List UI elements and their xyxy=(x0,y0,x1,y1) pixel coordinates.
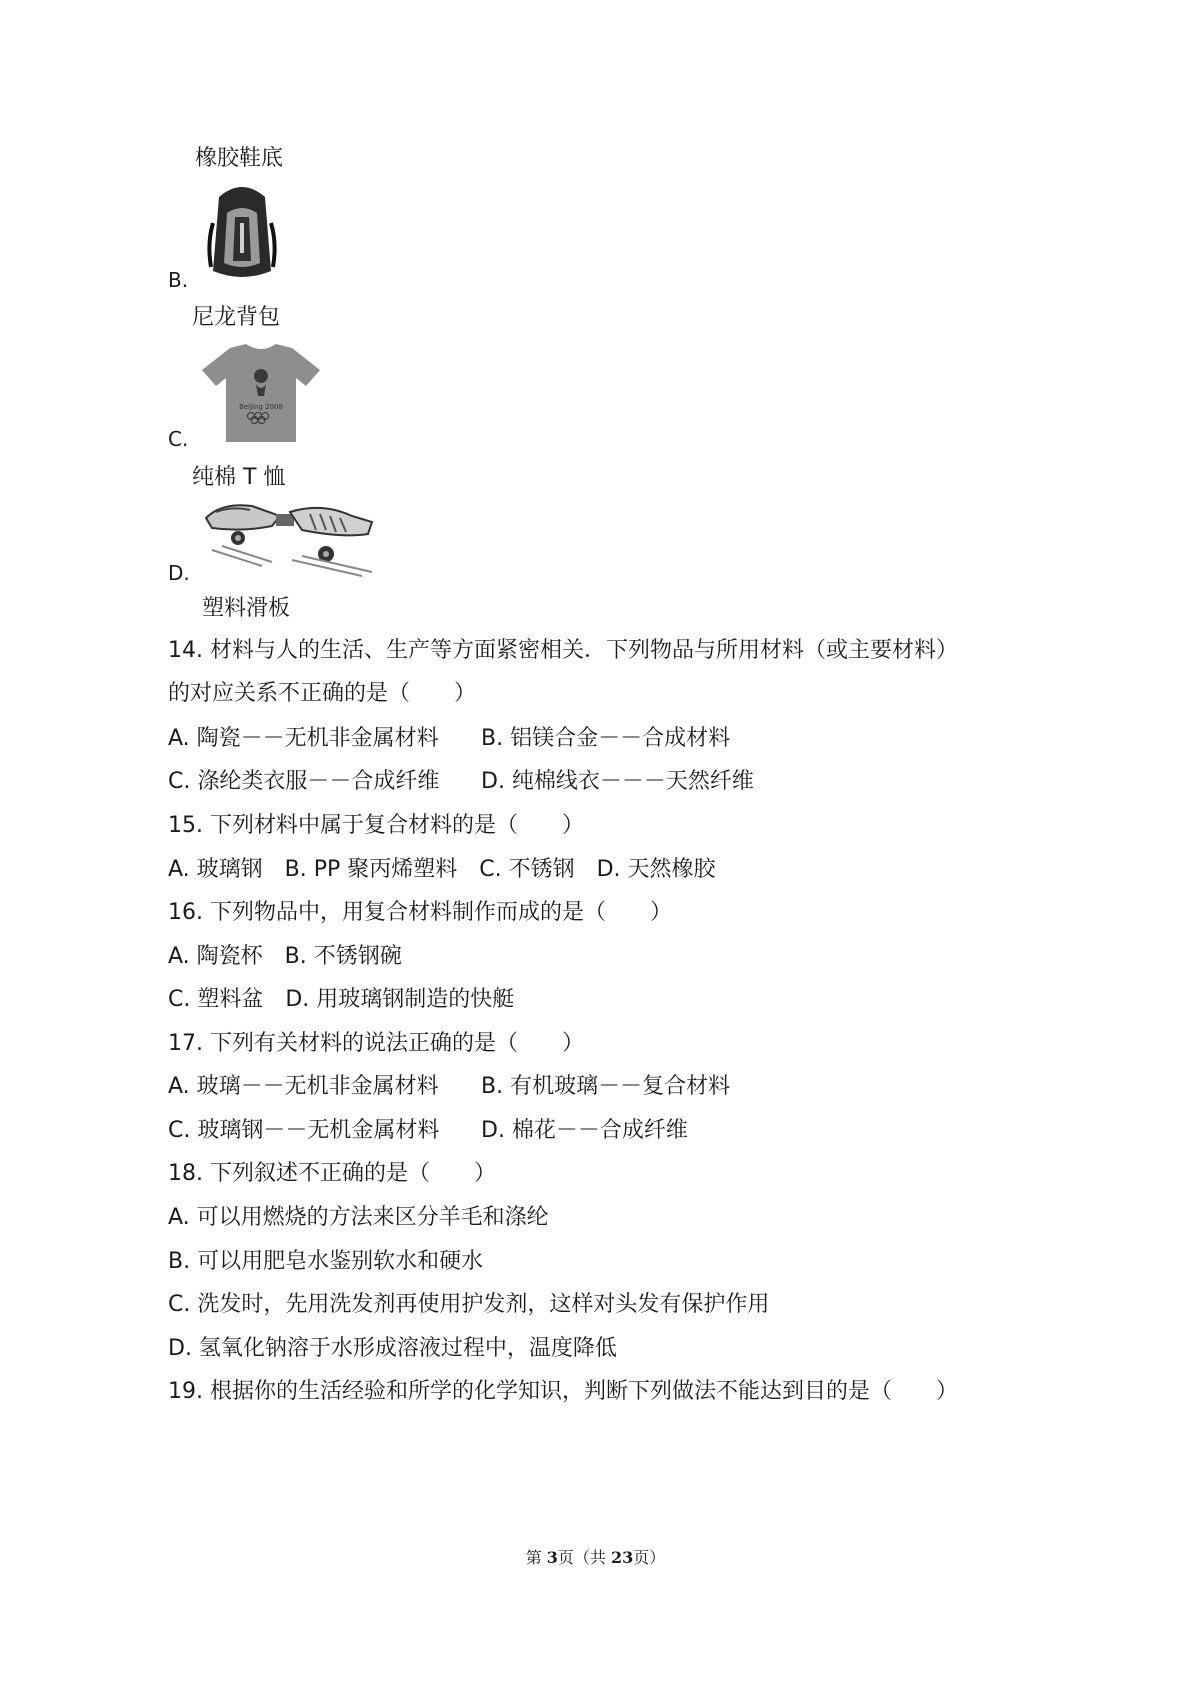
q15-stem: 15. 下列材料中属于复合材料的是（ ） xyxy=(168,813,584,838)
tshirt-print-text: Beijing 2008 xyxy=(239,403,283,411)
q14-stem-line2: 的对应关系不正确的是（ ） xyxy=(168,681,477,706)
q17-option-c: C. 玻璃钢－－无机金属材料 xyxy=(168,1118,440,1143)
q14-stem-line1: 14. 材料与人的生活、生产等方面紧密相关．下列物品与所用材料（或主要材料） xyxy=(168,638,958,663)
footer-prefix: 第 xyxy=(525,1548,547,1567)
option-d-label: D. xyxy=(168,561,190,585)
q14-option-a: A. 陶瓷－－无机非金属材料 xyxy=(168,726,439,751)
q15-options: A. 玻璃钢 B. PP 聚丙烯塑料 C. 不锈钢 D. 天然橡胶 xyxy=(168,857,716,882)
q18-option-b: B. 可以用肥皂水鉴别软水和硬水 xyxy=(168,1249,484,1274)
q16-options-line2: C. 塑料盆 D. 用玻璃钢制造的快艇 xyxy=(168,987,515,1012)
q17-option-d: D. 棉花－－合成纤维 xyxy=(481,1118,688,1143)
q17-option-a: A. 玻璃－－无机非金属材料 xyxy=(168,1074,439,1099)
option-d-caption: 塑料滑板 xyxy=(202,596,291,621)
backpack-image xyxy=(205,183,280,285)
q14-option-b: B. 铝镁合金－－合成材料 xyxy=(481,726,731,751)
q18-option-d: D. 氢氧化钠溶于水形成溶液过程中，温度降低 xyxy=(168,1336,617,1361)
option-b-caption: 尼龙背包 xyxy=(192,305,281,330)
q18-stem: 18. 下列叙述不正确的是（ ） xyxy=(168,1161,496,1186)
tshirt-image xyxy=(200,344,322,442)
q18-option-c: C. 洗发时，先用洗发剂再使用护发剂，这样对头发有保护作用 xyxy=(168,1292,770,1317)
skateboard-image xyxy=(202,496,378,578)
q14-option-c: C. 涤纶类衣服－－合成纤维 xyxy=(168,769,440,794)
q14-option-d: D. 纯棉线衣－－－天然纤维 xyxy=(481,769,754,794)
footer-middle: 页（共 xyxy=(557,1548,612,1567)
q17-stem: 17. 下列有关材料的说法正确的是（ ） xyxy=(168,1031,584,1056)
page-footer xyxy=(0,1547,1191,1569)
q18-option-a: A. 可以用燃烧的方法来区分羊毛和涤纶 xyxy=(168,1205,549,1230)
q16-options-line1: A. 陶瓷杯 B. 不锈钢碗 xyxy=(168,944,402,969)
footer-suffix: 页） xyxy=(633,1548,666,1567)
footer-total-pages: 23 xyxy=(611,1548,634,1567)
option-c-label: C. xyxy=(168,427,189,451)
q19-stem: 19. 根据你的生活经验和所学的化学知识，判断下列做法不能达到目的是（ ） xyxy=(168,1379,958,1404)
option-a-caption: 橡胶鞋底 xyxy=(195,146,284,171)
option-b-label: B. xyxy=(168,268,189,292)
q16-stem: 16. 下列物品中，用复合材料制作而成的是（ ） xyxy=(168,900,672,925)
option-c-caption: 纯棉 T 恤 xyxy=(192,465,286,490)
q17-option-b: B. 有机玻璃－－复合材料 xyxy=(481,1074,731,1099)
footer-page-number: 3 xyxy=(546,1548,558,1567)
